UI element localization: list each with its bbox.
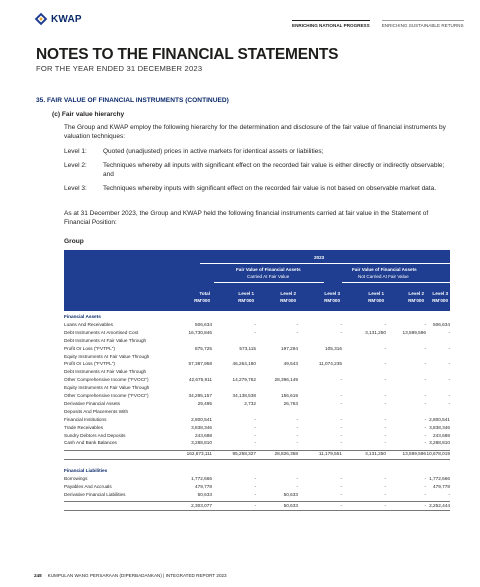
table-cell: - — [340, 393, 342, 398]
table-cell: - — [254, 476, 256, 482]
row-label: Debt Instruments At Fair Value Through — [64, 369, 147, 375]
row-label: Profit Or Loss ("FVTPL") — [64, 361, 115, 367]
table-header — [64, 250, 450, 311]
table-cell: - — [424, 424, 426, 430]
table-cell: 2,800,541 — [191, 416, 212, 422]
table-cell: - — [424, 476, 426, 482]
table-cell: 506,634 — [195, 321, 212, 327]
row-label: Other Comprehensive Income ("FVOCI") — [64, 393, 149, 398]
table-cell: - — [384, 476, 386, 482]
level-key: Level 1: — [64, 148, 87, 155]
table-cell: 46,264,180 — [232, 361, 256, 367]
table-row — [64, 425, 450, 432]
table-cell: - — [340, 329, 342, 335]
row-label: Cash And Bank Balances — [64, 440, 117, 446]
page-footer — [34, 573, 227, 578]
kwap-logo — [34, 12, 82, 26]
table-cell: - — [424, 484, 426, 489]
table-cell: - — [254, 491, 256, 497]
table-cell: 16,730,846 — [188, 329, 212, 335]
table-cell: 105,316 — [325, 345, 342, 351]
table-row — [64, 346, 450, 353]
table-row — [64, 377, 450, 384]
table-cell: 11,074,235 — [318, 361, 342, 367]
table-cell: 2,732 — [244, 400, 256, 406]
table-cell: - — [340, 502, 342, 508]
table-cell: 243,688 — [433, 432, 450, 438]
table-cell: - — [254, 416, 256, 422]
table-cell: 26,763 — [283, 400, 298, 406]
table-cell: - — [424, 345, 426, 351]
row-label: Debt Instruments At Amortised Cost — [64, 329, 139, 335]
table-cell: - — [424, 377, 426, 383]
table-row — [64, 417, 450, 424]
table-row — [64, 401, 450, 408]
column-unit: RM'000 — [238, 298, 254, 303]
table-cell: - — [384, 502, 386, 508]
table-cell: - — [254, 484, 256, 489]
row-label: Sundry Debtors And Deposits — [64, 432, 126, 438]
row-label: Loans And Receivables — [64, 321, 113, 327]
table-cell: 162,673,111 — [186, 451, 212, 457]
kwap-logo-icon — [34, 12, 48, 26]
table-cell: 14,279,762 — [232, 377, 256, 383]
column-header: Level 1 — [238, 291, 254, 296]
section-heading-row — [64, 314, 450, 321]
table-cell: 13,599,596 — [402, 451, 426, 457]
column-header: Level 2 — [408, 291, 424, 296]
page-title: NOTES TO THE FINANCIAL STATEMENTS — [36, 46, 339, 63]
row-label: Financial Institutions — [64, 416, 107, 422]
column-unit: RM'000 — [432, 298, 448, 303]
table-cell: - — [424, 393, 426, 398]
section-title: 35. FAIR VALUE OF FINANCIAL INSTRUMENTS (CONTINUED) — [36, 97, 229, 104]
page-subtitle: FOR THE YEAR ENDED 31 DECEMBER 2023 — [36, 64, 203, 73]
table-cell: - — [296, 424, 298, 430]
table-cell: - — [384, 432, 386, 438]
table-cell: 49,543 — [283, 361, 298, 367]
table-cell: - — [296, 476, 298, 482]
group-fv-subheading: Carried At Fair Value — [247, 274, 290, 279]
table-cell: - — [384, 321, 386, 327]
table-cell: - — [448, 377, 450, 383]
table-cell: 2,303,077 — [191, 502, 212, 508]
table-cell: 28,396,149 — [274, 377, 298, 383]
row-label: Payables And Accruals — [64, 484, 112, 489]
table-cell: - — [254, 329, 256, 335]
table-row — [64, 440, 450, 447]
level-text: Techniques whereby inputs with significant effect on the recorded fair value is not based on observable market data. — [103, 185, 437, 192]
subsection-title: (c) Fair value hierarchy — [52, 111, 125, 118]
table-cell: - — [340, 484, 342, 489]
table-cell: - — [254, 432, 256, 438]
footer-text: KUMPULAN WANG PERSARAAN (DIPERBADANKAN) | INTEGRATED REPORT 2023 — [47, 573, 227, 578]
level-2-item — [64, 162, 450, 179]
column-unit: RM'000 — [194, 298, 210, 303]
table-cell: 50,633 — [283, 491, 298, 497]
nav-enriching-national-progress[interactable]: ENRICHING NATIONAL PROGRESS — [292, 20, 370, 28]
nfv-rule — [342, 282, 450, 283]
table-cell: - — [448, 329, 450, 335]
row-label: Profit Or Loss ("FVTPL") — [64, 345, 115, 351]
table-cell: - — [448, 361, 450, 367]
table-cell: - — [448, 491, 450, 497]
table-cell: - — [448, 345, 450, 351]
table-cell: - — [340, 432, 342, 438]
group-fv-heading: Fair Value of Financial Assets — [236, 267, 301, 272]
table-cell: - — [384, 416, 386, 422]
table-cell: - — [384, 484, 386, 489]
column-unit: RM'000 — [324, 298, 340, 303]
table-cell: - — [424, 432, 426, 438]
table-cell: - — [448, 400, 450, 406]
table-row — [64, 361, 450, 368]
table-cell: 3,288,810 — [429, 440, 450, 446]
column-header: Level 2 — [280, 291, 296, 296]
table-row — [64, 369, 450, 376]
group-nfv-heading: Fair Value of Financial Assets — [352, 267, 417, 272]
table-cell: 2,800,541 — [429, 416, 450, 422]
table-cell: - — [384, 424, 386, 430]
brand-name: KWAP — [51, 13, 82, 25]
table-row — [64, 433, 450, 440]
table-row — [64, 385, 450, 392]
table-row — [64, 409, 450, 416]
table-row — [64, 476, 450, 483]
row-label: Derivative Financial Liabilities — [64, 491, 126, 497]
total-rule — [64, 459, 450, 460]
table-cell: 50,633 — [283, 502, 298, 508]
table-cell: - — [296, 440, 298, 446]
level-text: Techniques whereby all inputs with significant effect on the recorded fair value is either directly or indirectly observable; and — [103, 162, 445, 178]
table-cell: 34,295,157 — [188, 393, 212, 398]
table-cell: 479,778 — [195, 484, 212, 489]
table-row — [64, 338, 450, 345]
table-cell: 10,678,019 — [426, 451, 450, 457]
table-cell: 3,131,250 — [365, 329, 386, 335]
table-cell: - — [340, 400, 342, 406]
table-cell: - — [254, 424, 256, 430]
row-label: Trade Receivables — [64, 424, 103, 430]
row-label: Derivative Financial Assets — [64, 400, 121, 406]
table-cell: 29,495 — [197, 400, 212, 406]
table-cell: 3,288,810 — [191, 440, 212, 446]
table-cell: - — [384, 440, 386, 446]
table-cell: 506,634 — [433, 321, 450, 327]
table-cell: - — [340, 321, 342, 327]
table-row — [64, 393, 450, 400]
header-nav — [292, 20, 464, 28]
table-cell: 3,838,346 — [191, 424, 212, 430]
fv-rule — [214, 282, 324, 283]
table-cell: 3,838,346 — [429, 424, 450, 430]
table-cell: - — [340, 476, 342, 482]
nav-enriching-sustainable-returns[interactable]: ENRICHING SUSTAINABLE RETURNS — [382, 20, 464, 28]
table-cell: - — [424, 440, 426, 446]
table-cell: 34,138,538 — [232, 393, 256, 398]
column-unit: RM'000 — [408, 298, 424, 303]
table-cell: 28,826,368 — [274, 451, 298, 457]
column-header: Level 1 — [368, 291, 384, 296]
table-cell: - — [340, 440, 342, 446]
table-cell: - — [254, 440, 256, 446]
table-cell: 3,131,250 — [365, 451, 386, 457]
column-header: Total — [199, 291, 210, 296]
row-label: Deposits And Placements With — [64, 408, 129, 414]
table-row — [64, 484, 450, 491]
table-row — [64, 354, 450, 361]
table-cell: - — [424, 491, 426, 497]
table-cell: - — [296, 416, 298, 422]
table-cell: - — [424, 321, 426, 327]
table-row — [64, 322, 450, 329]
table-year: 2023 — [314, 255, 325, 260]
column-unit: RM'000 — [280, 298, 296, 303]
table-cell: - — [296, 321, 298, 327]
level-3-item — [64, 185, 450, 194]
table-cell: - — [384, 345, 386, 351]
table-cell: - — [254, 321, 256, 327]
year-rule — [200, 263, 450, 264]
table-cell: 57,387,958 — [188, 361, 212, 367]
table-cell: - — [340, 491, 342, 497]
table-cell: 197,294 — [281, 345, 298, 351]
table-cell: 573,115 — [239, 345, 256, 351]
closing-paragraph: As at 31 December 2023, the Group and KWAP held the following financial instruments carried at fair value in the Statement of Financial Position: — [64, 210, 429, 226]
table-row — [64, 330, 450, 337]
table-cell: - — [424, 502, 426, 508]
page-number: 248 — [34, 573, 42, 578]
table-cell: - — [296, 329, 298, 335]
table-cell: - — [296, 432, 298, 438]
table-cell: 156,619 — [281, 393, 298, 398]
table-cell: - — [448, 393, 450, 398]
group-label: Group — [64, 238, 84, 245]
table-cell: 243,688 — [195, 432, 212, 438]
table-cell: - — [424, 400, 426, 406]
table-cell: - — [296, 484, 298, 489]
level-1-item — [64, 148, 450, 157]
table-cell: - — [424, 361, 426, 367]
table-cell: 11,179,551 — [318, 451, 342, 457]
table-cell: 1,772,666 — [429, 476, 450, 482]
level-text: Quoted (unadjusted) prices in active markets for identical assets or liabilities; — [103, 148, 324, 155]
table-cell: - — [384, 491, 386, 497]
total-row — [64, 503, 450, 510]
table-cell: 95,258,327 — [232, 451, 256, 457]
row-label: Financial Liabilities — [64, 468, 108, 474]
table-cell: - — [254, 502, 256, 508]
table-cell: 479,778 — [433, 484, 450, 489]
table-row — [64, 492, 450, 499]
table-cell: - — [424, 416, 426, 422]
column-header: Level 3 — [324, 291, 340, 296]
table-cell: - — [384, 361, 386, 367]
table-cell: - — [340, 377, 342, 383]
table-cell: 875,725 — [195, 345, 212, 351]
row-label: Borrowings — [64, 476, 88, 482]
total-row — [64, 451, 450, 458]
table-cell: - — [384, 393, 386, 398]
table-cell: - — [384, 377, 386, 383]
column-header: Level 3 — [432, 291, 448, 296]
row-label: Other Comprehensive Income ("FVOCI") — [64, 377, 149, 383]
table-cell: 1,772,666 — [191, 476, 212, 482]
row-label: Financial Assets — [64, 314, 101, 319]
section-heading-row — [64, 468, 450, 475]
level-key: Level 2: — [64, 162, 87, 169]
table-cell: 50,633 — [197, 491, 212, 497]
table-cell: 13,599,596 — [402, 329, 426, 335]
column-unit: RM'000 — [368, 298, 384, 303]
table-cell: - — [340, 416, 342, 422]
table-cell: - — [384, 400, 386, 406]
row-label: Equity Instruments At Fair Value Through — [64, 353, 150, 359]
intro-paragraph: The Group and KWAP employ the following hierarchy for the determination and disclosure of the fair value of financial instruments by valuation techniques: — [64, 124, 446, 140]
level-key: Level 3: — [64, 185, 87, 192]
table-cell: - — [340, 424, 342, 430]
table-cell: 2,252,444 — [429, 502, 450, 508]
row-label: Debt Instruments At Fair Value Through — [64, 337, 147, 343]
table-cell: 42,675,911 — [188, 377, 212, 383]
row-label: Equity Instruments At Fair Value Through — [64, 385, 150, 391]
group-nfv-subheading: Not Carried At Fair Value — [358, 274, 409, 279]
total-rule — [64, 510, 450, 511]
